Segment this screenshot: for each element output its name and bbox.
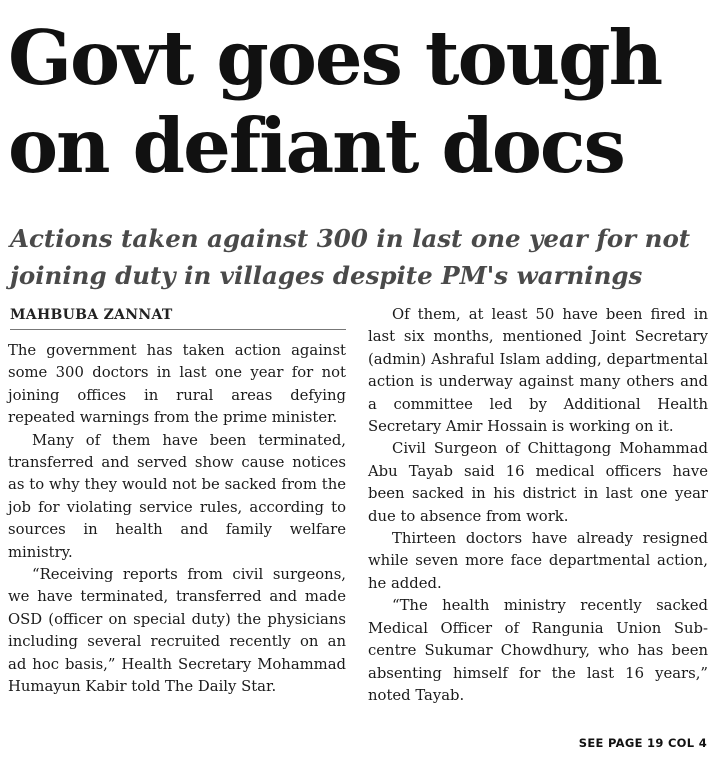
paragraph: “Receiving reports from civil surgeons, we have terminated, transferred and made OSD (officer on special duty) the physicians including several recruited recently on an ad hoc basis,” Health Secretary Mohammad Humayun Kabir told The Daily Star. bbox=[8, 566, 346, 696]
paragraph: “The health ministry recently sacked Medical Officer of Rangunia Union Sub-centre Sukumar Chowdhury, who has been absenting himself for the last 16 years,” noted Tayab. bbox=[368, 597, 708, 704]
headline: Govt goes tough on defiant docs bbox=[8, 14, 662, 190]
article-column-left bbox=[8, 340, 346, 699]
paragraph: Civil Surgeon of Chittagong Mohammad Abu Tayab said 16 medical officers have been sacked in his district in last one year due to absence from work. bbox=[368, 440, 708, 525]
paragraph: The government has taken action against some 300 doctors in last one year for not joining offices in rural areas defying repeated warnings from the prime minister. bbox=[8, 342, 346, 427]
paragraph: Of them, at least 50 have been fired in last six months, mentioned Joint Secretary (admin) Ashraful Islam adding, departmental action is underway against many others and a committee led by Additional Health Secretary Amir Hossain is working on it. bbox=[368, 306, 708, 436]
byline: MAHBUBA ZANNAT bbox=[10, 307, 346, 330]
continuation-jump-line[interactable]: SEE PAGE 19 COL 4 bbox=[578, 736, 707, 750]
paragraph: Many of them have been terminated, transferred and served show cause notices as to why they would not be sacked from the job for violating service rules, according to sources in health and family welfare ministry. bbox=[8, 431, 346, 561]
subheadline: Actions taken against 300 in last one year for not joining duty in villages despite PM's warnings bbox=[10, 224, 691, 290]
paragraph: Thirteen doctors have already resigned while seven more face departmental action, he added. bbox=[368, 530, 708, 592]
article-column-right bbox=[368, 304, 708, 707]
